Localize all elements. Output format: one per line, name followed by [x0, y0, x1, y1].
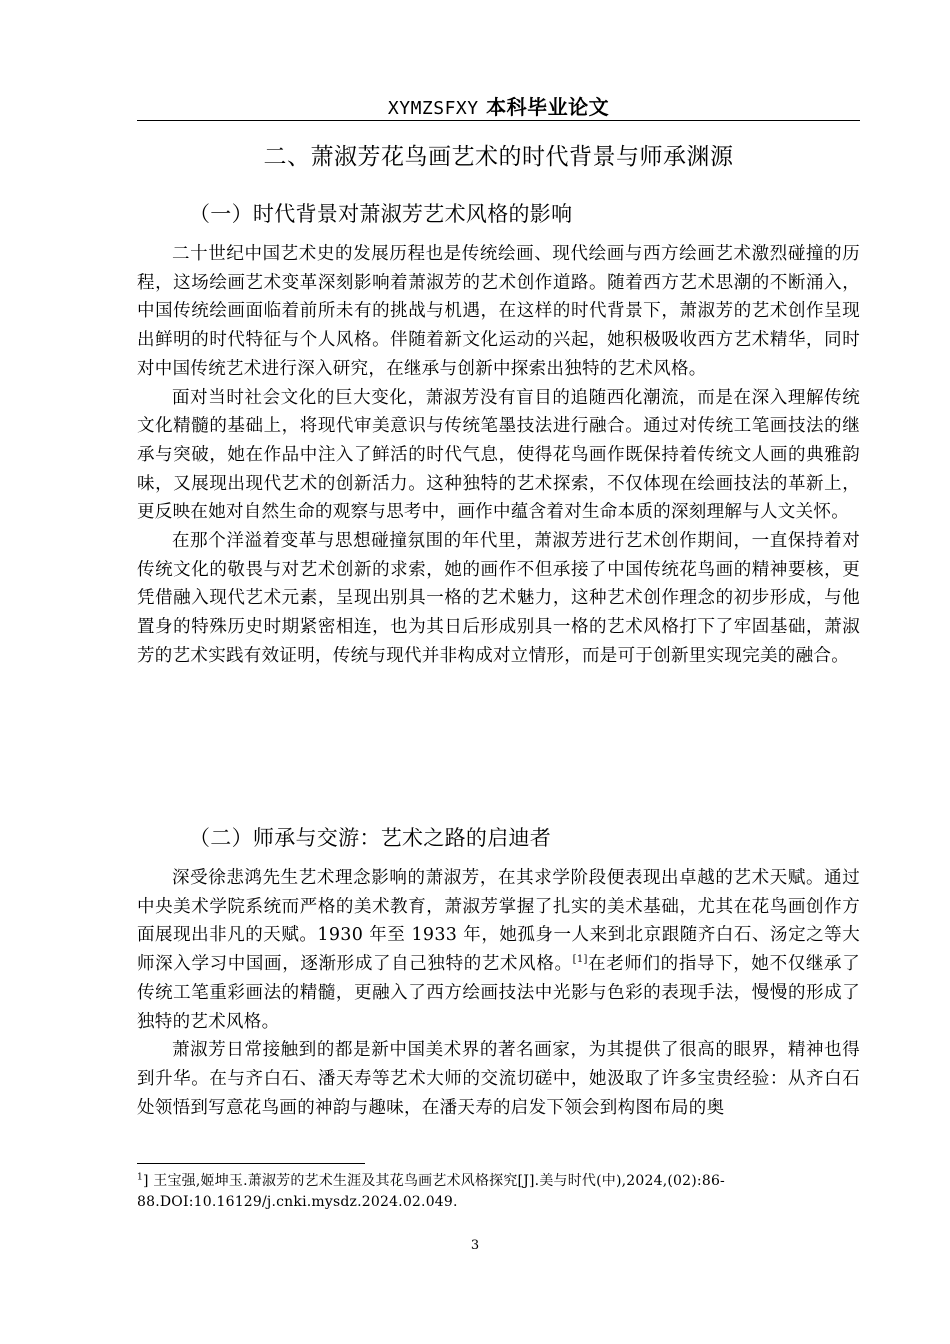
section-1-paragraph-3: 在那个洋溢着变革与思想碰撞氛围的年代里，萧淑芳进行艺术创作期间，一直保持着对传统文化的敬畏与对艺术创新的求索，她的画作不但承接了中国传统花鸟画的精神要核，更凭借融入现代艺术元素，呈现出别具一格的艺术魅力，这种艺术创作理念的初步形成，与他置身的特殊历史时期紧密相连，也为其日后形成别具一格的艺术风格打下了牢固基础，萧淑芳的艺术实践有效证明，传统与现代并非构成对立情形，而是可于创新里实现完美的融合。 [137, 531, 860, 666]
section-1-body [137, 240, 860, 671]
page-number: 3 [470, 1238, 480, 1253]
section-2-paragraph-1-text-b: 在老师们的指导下，她不仅继承了传统工笔重彩画法的精髓，更融入了西方绘画技法中光影与色彩的表现手法，慢慢的形成了独特的艺术风格。 [137, 954, 860, 1032]
section-1-paragraph-1: 二十世纪中国艺术史的发展历程也是传统绘画、现代绘画与西方绘画艺术激烈碰撞的历程，这场绘画艺术变革深刻影响着萧淑芳的艺术创作道路。随着西方艺术思潮的不断涌入，中国传统绘画面临着前所未有的挑战与机遇，在这样的时代背景下，萧淑芳的艺术创作呈现出鲜明的时代特征与个人风格。伴随着新文化运动的兴起，她积极吸收西方艺术精华，同时对中国传统艺术进行深入研究，在继承与创新中探索出独特的艺术风格。 [137, 244, 860, 379]
running-header [137, 94, 860, 120]
section-2-paragraph-1 [137, 864, 860, 1036]
header-thesis-label: 本科毕业论文 [478, 95, 610, 119]
footnote-text: ] 王宝强,姬坤玉.萧淑芳的艺术生涯及其花鸟画艺术风格探究[J].美与时代(中),2024,(02):86-88.DOI:10.16129/j.cnki.mysdz.2024.02.049. [137, 1173, 725, 1210]
footnote-separator [137, 1163, 365, 1164]
section-1-paragraph-2: 面对当时社会文化的巨大变化，萧淑芳没有盲目的追随西化潮流，而是在深入理解传统文化精髓的基础上，将现代审美意识与传统笔墨技法进行融合。通过对传统工笔画技法的继承与突破，她在作品中注入了鲜活的时代气息，使得花鸟画作既保持着传统文人画的典雅韵味，又展现出现代艺术的创新活力。这种独特的艺术探索，不仅体现在绘画技法的革新上，更反映在她对自然生命的观察与思考中，画作中蕴含着对生命本质的深刻理解与人文关怀。 [137, 387, 860, 523]
header-school-code: XYMZSFXY [387, 98, 479, 119]
section-2-paragraph-2: 萧淑芳日常接触到的都是新中国美术界的著名画家，为其提供了很高的眼界，精神也得到升华。在与齐白石、潘天寿等艺术大师的交流切磋中，她汲取了许多宝贵经验：从齐白石处领悟到写意花鸟画的神韵与趣味，在潘天寿的启发下领会到构图布局的奥 [137, 1040, 860, 1118]
section-2-paragraph-1-text-a: 深受徐悲鸿先生艺术理念影响的萧淑芳，在其求学阶段便表现出卓越的艺术天赋。通过中央美术学院系统而严格的美术教育，萧淑芳掌握了扎实的美术基础，尤其在花鸟画创作方面展现出非凡的天赋。1930 年至 1933 年，她孤身一人来到北京跟随齐白石、汤定之等大师深入学习中国画，逐渐形成了自己独特的艺术风格。 [137, 868, 860, 975]
footnote [137, 1171, 860, 1213]
footnote-reference[interactable]: [1] [572, 954, 588, 966]
header-rule [137, 120, 860, 121]
section-2-body [137, 864, 860, 1122]
section-2-title: （二）师承与交游：艺术之路的启迪者 [189, 826, 552, 850]
chapter-title: 二、萧淑芳花鸟画艺术的时代背景与师承渊源 [263, 144, 734, 170]
section-1-title: （一）时代背景对萧淑芳艺术风格的影响 [189, 202, 573, 226]
footnote-marker: 1 [137, 1172, 143, 1183]
